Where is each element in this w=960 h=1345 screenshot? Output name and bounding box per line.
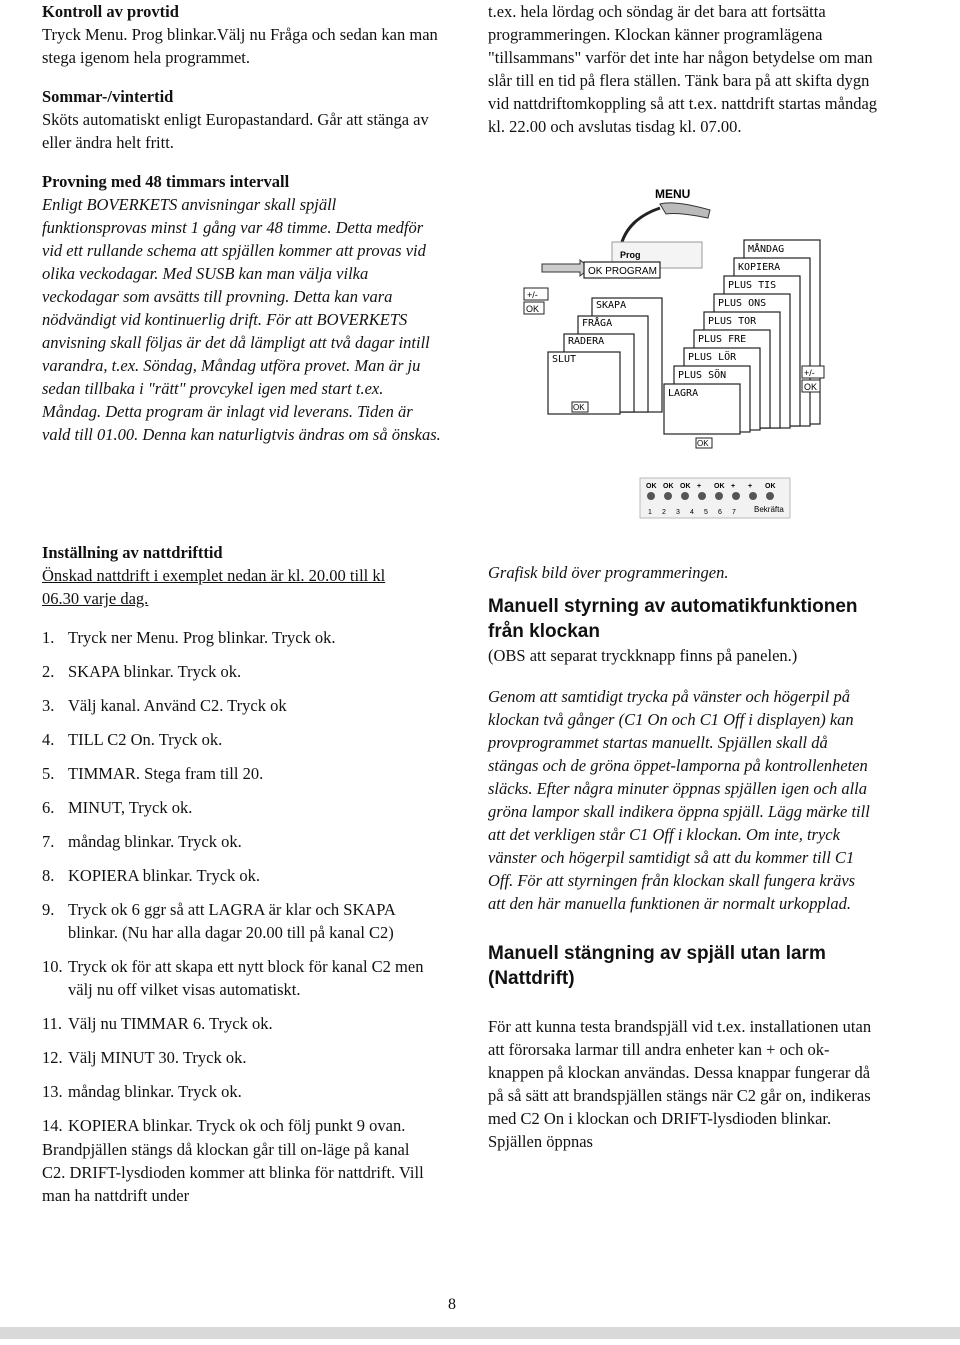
step-item	[42, 864, 432, 887]
left-menu-stack	[548, 298, 662, 414]
menu-plus-fre: PLUS FRE	[698, 334, 747, 345]
step-number: 14.	[42, 1116, 63, 1135]
step-number: 4.	[42, 730, 55, 749]
step-number: 13.	[42, 1082, 63, 1101]
right-menu-stack	[664, 240, 820, 448]
step-number: 12.	[42, 1048, 63, 1067]
step-number: 11.	[42, 1014, 63, 1033]
step-text: Välj kanal. Använd C2. Tryck ok	[68, 696, 287, 715]
key-label: +	[748, 483, 753, 490]
key-label: OK	[680, 483, 691, 490]
key-label: OK	[714, 483, 725, 490]
paragraph-stangning: För att kunna testa brandspjäll vid t.ex. installationen utan att förorsaka larmar till andra enheter kan + och ok-knappen på klockan användas. Dessa knappar fungerar då på så sätt att brandspjällen stängs när C2 går on, indikeras med C2 On i klockan och DRIFT-lysdioden blinkar. Spjällen öppnas	[488, 1017, 872, 1151]
step-item	[42, 1114, 432, 1137]
menu-plus-son: PLUS SÖN	[678, 370, 727, 381]
heading-kontroll: Kontroll av provtid	[42, 2, 179, 21]
menu-plus-lor: PLUS LÖR	[688, 352, 737, 363]
right-top-column	[488, 0, 878, 138]
key-label: OK	[765, 483, 776, 490]
step-text: Välj nu TIMMAR 6. Tryck ok.	[68, 1014, 273, 1033]
key-number: 3	[676, 509, 680, 516]
footer-bar	[0, 1327, 960, 1339]
step-text: Tryck ner Menu. Prog blinkar. Tryck ok.	[68, 628, 336, 647]
menu-mandag: MÅNDAG	[748, 244, 785, 255]
step-item	[42, 762, 432, 785]
step-item	[42, 660, 432, 683]
key-button-icon	[749, 492, 757, 500]
menu-plus-tor: PLUS TOR	[708, 316, 757, 327]
svg-text:OK: OK	[804, 382, 818, 392]
menu-skapa: SKAPA	[596, 300, 627, 311]
key-label: +	[731, 483, 736, 490]
menu-plus-ons: PLUS ONS	[718, 298, 767, 309]
paragraph-sommartid: Sköts automatiskt enligt Europastandard. Går att stänga av eller ändra helt fritt.	[42, 110, 429, 152]
bekrafta-label: Bekräfta	[754, 505, 784, 514]
key-button-icon	[732, 492, 740, 500]
key-button-icon	[681, 492, 689, 500]
step-number: 5.	[42, 764, 55, 783]
step-number: 6.	[42, 798, 55, 817]
key-label: +	[697, 483, 702, 490]
step-item	[42, 1080, 432, 1103]
key-button-icon	[647, 492, 655, 500]
ok-arrow-icon	[542, 260, 590, 276]
svg-text:+/-: +/-	[527, 290, 538, 300]
heading-manuell-styrning: Manuell styrning av automatikfunktionen från klockan	[488, 596, 858, 642]
paragraph-obs: (OBS att separat tryckknapp finns på panelen.)	[488, 646, 798, 665]
menu-lagra: LAGRA	[668, 388, 699, 399]
ok-program-label: OK PROGRAM	[588, 266, 657, 277]
step-item	[42, 955, 432, 1001]
step-item	[42, 796, 432, 819]
step-text: måndag blinkar. Tryck ok.	[68, 832, 242, 851]
intro-nattdrift: Önskad nattdrift i exemplet nedan är kl. 20.00 till kl 06.30 varje dag.	[42, 566, 386, 608]
page-number: 8	[448, 1296, 456, 1313]
key-strip	[640, 478, 790, 518]
left-plusminus-ok	[524, 288, 548, 314]
key-button-icon	[698, 492, 706, 500]
key-number: 4	[690, 509, 694, 516]
svg-text:OK: OK	[573, 403, 585, 412]
step-text: KOPIERA blinkar. Tryck ok och följ punkt 9 ovan.	[68, 1116, 406, 1135]
step-number: 9.	[42, 900, 55, 919]
heading-nattdrifttid: Inställning av nattdrifttid	[42, 543, 223, 562]
paragraph-provning: Enligt BOVERKETS anvisningar skall spjäll funktionsprovas minst 1 gång var 48 timme. Detta medför vid ett rullande schema att spjällen kommer att provas vid olika veckodagar. Med SUSB kan man välja vilka veckodagar som avsätts till provning. Detta kan vara nödvändigt vid kontinuerlig drift. För att BOVERKETS anvisning skall följas är det då lämpligt att två dagar intill varandra, t.ex. Söndag, Måndag utföra provet. Man är ju sedan tillbaka i "rätt" provcykel igen med start t.ex. Måndag. Detta program är inlagt vid leverans. Tiden är vald till 01.00. Denna kan naturligtvis ändras om så önskas.	[42, 195, 441, 444]
outro-nattdrift: Brandpjällen stängs då klockan går till on-läge på kanal C2. DRIFT-lysdioden kommer att blinka för nattdrift. Vill man ha nattdrift under	[42, 1140, 424, 1205]
step-number: 3.	[42, 696, 55, 715]
paragraph-continued: t.ex. hela lördag och söndag är det bara att fortsätta programmeringen. Klockan känner programlägena "tillsammans" varför det inte har någon betydelse om man slår till en tid på flera ställen. Tänk bara på att skifta dygn vid nattdriftomkoppling så att t.ex. nattdrift startas måndag kl. 22.00 och avslutas tisdag kl. 07.00.	[488, 2, 878, 136]
step-text: TILL C2 On. Tryck ok.	[68, 730, 223, 749]
step-number: 1.	[42, 628, 55, 647]
step-item	[42, 694, 432, 717]
svg-text:OK: OK	[526, 304, 540, 314]
right-bottom-column	[488, 561, 873, 1153]
key-button-icon	[715, 492, 723, 500]
key-label: OK	[663, 483, 674, 490]
prog-label: Prog	[620, 250, 641, 260]
step-item	[42, 626, 432, 649]
step-text: Tryck ok för att skapa ett nytt block för kanal C2 men välj nu off vilket visas automatiskt.	[68, 957, 424, 999]
step-item	[42, 1046, 432, 1069]
menu-radera: RADERA	[568, 336, 605, 347]
svg-text:OK: OK	[697, 439, 709, 448]
steps-list	[42, 626, 432, 1137]
key-number: 5	[704, 509, 708, 516]
key-number: 6	[718, 509, 722, 516]
step-item	[42, 830, 432, 853]
key-number: 7	[732, 509, 736, 516]
svg-text:+/-: +/-	[804, 368, 815, 378]
menu-slut: SLUT	[552, 354, 577, 365]
step-item	[42, 898, 432, 944]
left-top-column	[42, 0, 442, 446]
step-text: Välj MINUT 30. Tryck ok.	[68, 1048, 247, 1067]
heading-sommartid: Sommar-/vintertid	[42, 87, 174, 106]
step-number: 7.	[42, 832, 55, 851]
key-button-icon	[766, 492, 774, 500]
left-bottom-column	[42, 541, 432, 1207]
step-number: 8.	[42, 866, 55, 885]
step-text: måndag blinkar. Tryck ok.	[68, 1082, 242, 1101]
menu-label: MENU	[655, 187, 691, 201]
menu-kopiera: KOPIERA	[738, 262, 781, 273]
menu-plus-tis: PLUS TIS	[728, 280, 777, 291]
step-text: MINUT, Tryck ok.	[68, 798, 193, 817]
step-text: Tryck ok 6 ggr så att LAGRA är klar och SKAPA blinkar. (Nu har alla dagar 20.00 till på kanal C2)	[68, 900, 395, 942]
menu-arrow-icon	[660, 203, 710, 218]
key-label: OK	[646, 483, 657, 490]
heading-provning: Provning med 48 timmars intervall	[42, 172, 290, 191]
step-number: 10.	[42, 957, 63, 976]
menu-fraga: FRÅGA	[582, 318, 613, 329]
key-number: 2	[662, 509, 666, 516]
programming-diagram	[520, 180, 840, 520]
step-text: SKAPA blinkar. Tryck ok.	[68, 662, 242, 681]
paragraph-kontroll: Tryck Menu. Prog blinkar.Välj nu Fråga och sedan kan man stega igenom hela programmet.	[42, 25, 438, 67]
step-number: 2.	[42, 662, 55, 681]
step-item	[42, 1012, 432, 1035]
step-text: KOPIERA blinkar. Tryck ok.	[68, 866, 261, 885]
key-button-icon	[664, 492, 672, 500]
figure-caption: Grafisk bild över programmeringen.	[488, 563, 729, 582]
paragraph-manuell: Genom att samtidigt trycka på vänster och högerpil på klockan två gånger (C1 On och C1 Off i displayen) kan provprogrammet startas manuellt. Spjällen skall då stängas och de gröna öppet-lamporna på kontrollenheten släcks. Efter några minuter öppnas spjällen igen och alla gröna lampor skall indikera öppna spjäll. Lägg märke till att det verkligen står C1 Off i klockan. Om inte, tryck vänster och högerpil samtidigt så att du kommer till C1 Off. För att styrningen från klockan skall fungera krävs att den här manuella funktionen är normalt urkopplad.	[488, 687, 870, 913]
step-item	[42, 728, 432, 751]
key-number: 1	[648, 509, 652, 516]
heading-manuell-stangning: Manuell stängning av spjäll utan larm (Nattdrift)	[488, 943, 826, 989]
step-text: TIMMAR. Stega fram till 20.	[68, 764, 264, 783]
